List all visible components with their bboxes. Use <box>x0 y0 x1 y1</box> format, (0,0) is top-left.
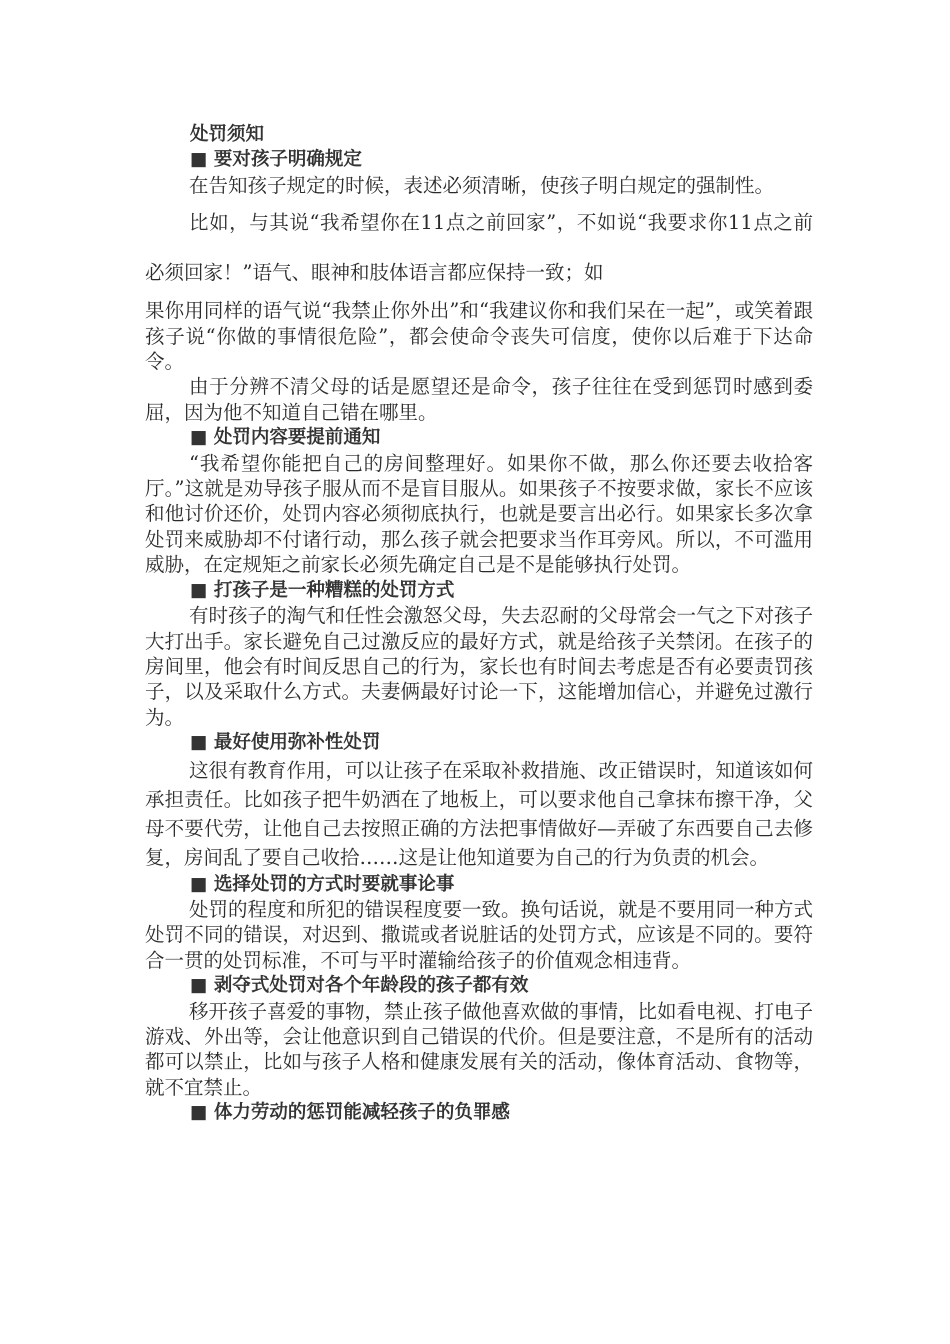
paragraph: “我希望你能把自己的房间整理好。如果你不做，那么你还要去收拾客厅。”这就是劝导孩子服从而不是盲目服从。如果孩子不按要求做，家长不应该和他讨价还价，处罚内容必须彻底执行，也就是要言出必行。如果家长多次拿处罚来威胁却不付诸行动，那么孩子就会把要求当作耳旁风。所以，不可滥用威胁，在定规矩之前家长必须先确定自己是不是能够执行处罚。 <box>145 451 813 577</box>
document-title: 处罚须知 <box>190 124 265 145</box>
section-heading: ■ 打孩子是一种糟糕的处罚方式 <box>190 579 455 601</box>
document-page <box>145 122 813 1126</box>
paragraph: 在告知孩子规定的时候，表述必须清晰，使孩子明白规定的强制性。 <box>189 173 775 197</box>
paragraph: 由于分辨不清父母的话是愿望还是命令，孩子往往在受到惩罚时感到委屈，因为他不知道自己错在哪里。 <box>145 375 813 424</box>
section-heading: ■ 最好使用弥补性处罚 <box>190 732 381 754</box>
section-heading: ■ 处罚内容要提前通知 <box>190 427 381 449</box>
paragraph: 这很有教育作用，可以让孩子在采取补救措施、改正错误时，知道该如何承担责任。比如孩子把牛奶洒在了地板上，可以要求他自己拿抹布擦干净，父母不要代劳，让他自己去按照正确的方法把事情做好—弄破了东西要自己去修复，房间乱了要自己收拾……这是让他知道要为自己的行为负责的机会。 <box>145 758 814 869</box>
paragraph: 果你用同样的语气说“我禁止你外出”和“我建议你和我们呆在一起”，或笑着跟孩子说“你做的事情很危险”，都会使命令丧失可信度，使你以后难于下达命令。 <box>145 299 813 374</box>
section-heading: ■ 剥夺式处罚对各个年龄段的孩子都有效 <box>190 975 529 997</box>
paragraph: 有时孩子的淘气和任性会激怒父母，失去忍耐的父母常会一气之下对孩子大打出手。家长避免自己过激反应的最好方式，就是给孩子关禁闭。在孩子的房间里，他会有时间反思自己的行为，家长也有时间去考虑是否有必要责罚孩子，以及采取什么方式。夫妻俩最好讨论一下，这能增加信心，并避免过激行为。 <box>145 604 814 729</box>
section-heading: ■ 要对孩子明确规定 <box>190 149 362 171</box>
section-heading: ■ 选择处罚的方式时要就事论事 <box>190 873 455 895</box>
section-heading: ■ 体力劳动的惩罚能减轻孩子的负罪感 <box>190 1102 510 1124</box>
paragraph: 处罚的程度和所犯的错误程度要一致。换句话说，就是不要用同一种方式处罚不同的错误，对迟到、撒谎或者说脏话的处罚方式，应该是不同的。要符合一贯的处罚标准，不可与平时灌输给孩子的价值观念相违背。 <box>145 897 814 972</box>
paragraph: 移开孩子喜爱的事物，禁止孩子做他喜欢做的事情，比如看电视、打电子游戏、外出等，会让他意识到自己错误的代价。但是要注意，不是所有的活动都可以禁止，比如与孩子人格和健康发展有关的活动，像体育活动、食物等，就不宜禁止。 <box>145 999 814 1099</box>
paragraph: 比如，与其说“我希望你在11点之前回家”，不如说“我要求你11点之前必须回家！”语气、眼神和肢体语言都应保持一致；如 <box>145 211 813 285</box>
